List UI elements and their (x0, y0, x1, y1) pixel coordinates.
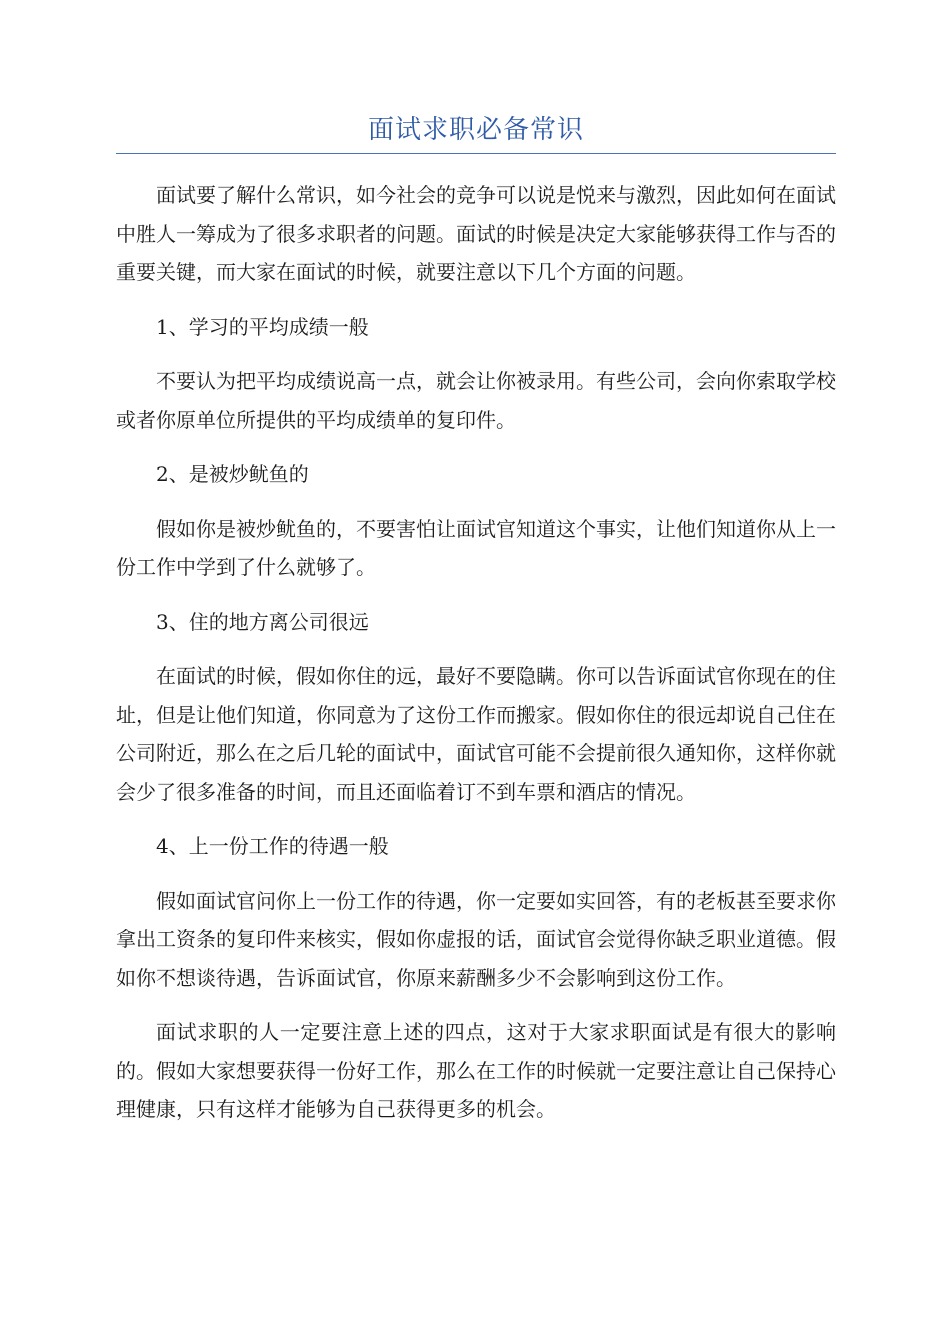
conclusion-paragraph: 面试求职的人一定要注意上述的四点，这对于大家求职面试是有很大的影响的。假如大家想要获得一份好工作，那么在工作的时候就一定要注意让自己保持心理健康，只有这样才能够为自己获得更多的机会。 (116, 1020, 836, 1121)
section-heading-1: 1、学习的平均成绩一般 (156, 314, 369, 339)
section-paragraph-4: 假如面试官问你上一份工作的待遇，你一定要如实回答，有的老板甚至要求你拿出工资条的复印件来核实，假如你虚报的话，面试官会觉得你缺乏职业道德。假如你不想谈待遇，告诉面试官，你原来薪酬多少不会影响到这份工作。 (116, 888, 836, 990)
section-paragraph-2: 假如你是被炒鱿鱼的，不要害怕让面试官知道这个事实，让他们知道你从上一份工作中学到了什么就够了。 (116, 516, 836, 579)
intro-paragraph: 面试要了解什么常识，如今社会的竞争可以说是悦来与激烈，因此如何在面试中胜人一筹成为了很多求职者的问题。面试的时候是决定大家能够获得工作与否的重要关键，而大家在面试的时候，就要注意以下几个方面的问题。 (116, 183, 836, 284)
document-body (116, 176, 836, 1145)
section-heading-3: 3、住的地方离公司很远 (156, 609, 369, 634)
document-title: 面试求职必备常识 (367, 115, 584, 145)
section-paragraph-1: 不要认为把平均成绩说高一点，就会让你被录用。有些公司，会向你索取学校或者你原单位所提供的平均成绩单的复印件。 (116, 369, 836, 432)
section-heading-2: 2、是被炒鱿鱼的 (156, 462, 309, 486)
section-paragraph-3: 在面试的时候，假如你住的远，最好不要隐瞒。你可以告诉面试官你现在的住址，但是让他们知道，你同意为了这份工作而搬家。假如你住的很远却说自己住在公司附近，那么在之后几轮的面试中，面试官可能不会提前很久通知你，这样你就会少了很多准备的时间，而且还面临着订不到车票和酒店的情况。 (116, 664, 836, 804)
section-heading-4: 4、上一份工作的待遇一般 (156, 834, 389, 858)
title-underline (116, 153, 836, 154)
